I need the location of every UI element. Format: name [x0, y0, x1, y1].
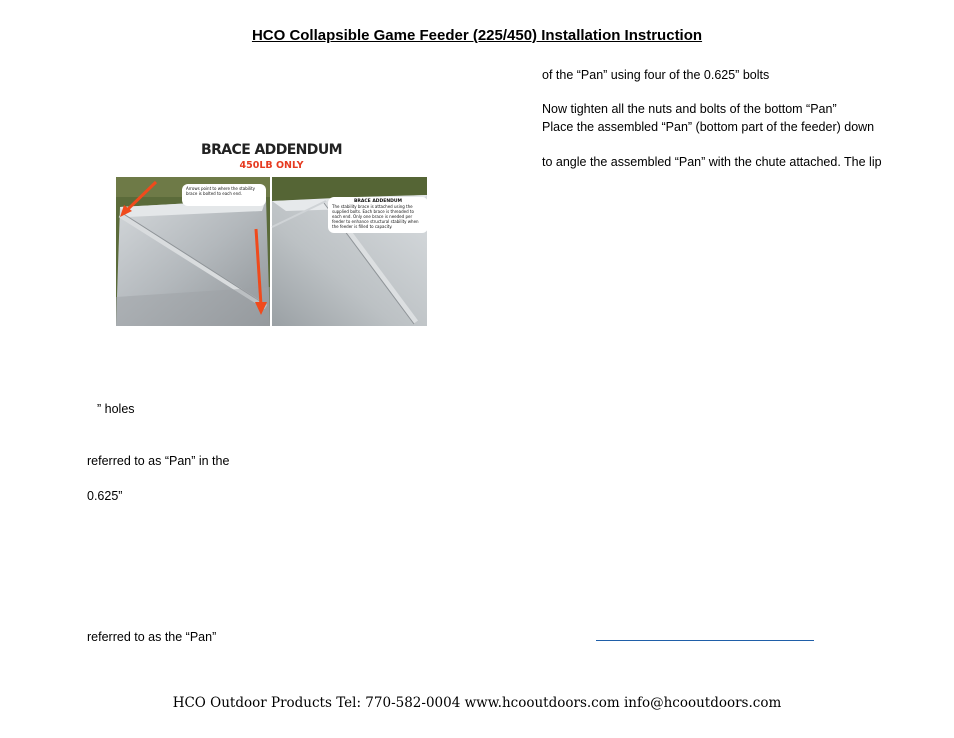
right-column-line-2: Now tighten all the nuts and bolts of the bottom “Pan” [542, 102, 837, 116]
left-column-line-1: ” holes [97, 402, 135, 416]
left-column-line-2: referred to as “Pan” in the [87, 454, 230, 468]
document-title: HCO Collapsible Game Feeder (225/450) Installation Instruction [251, 27, 703, 44]
figure-callout-left: Arrows point to where the stability brace is bolted to each end. [182, 184, 266, 206]
page-footer: HCO Outdoor Products Tel: 770-582-0004 www.hcooutdoors.com info@hcooutdoors.com [172, 695, 782, 711]
figure-callout-right [328, 197, 428, 233]
brace-addendum-figure [116, 140, 427, 326]
figure-callout-right-body: The stability brace is attached using the supplied bolts. Each brace is threaded to each end. Only one brace is needed per feeder to enhance structural stability when the feeder is filled to capacity. [332, 204, 419, 229]
left-column-line-4: referred to as the “Pan” [87, 630, 217, 644]
right-column-line-3: Place the assembled “Pan” (bottom part of the feeder) down [542, 120, 875, 134]
figure-heading: BRACE ADDENDUM [201, 142, 342, 158]
figure-subheading: 450LB ONLY [239, 160, 304, 171]
left-column-line-3: 0.625” [87, 489, 123, 503]
figure-callout-right-title: BRACE ADDENDUM [354, 199, 402, 204]
right-column-line-1: of the “Pan” using four of the 0.625” bolts [542, 68, 770, 82]
right-column-line-4: to angle the assembled “Pan” with the chute attached. The lip [542, 155, 882, 169]
feeder-pan-photos [116, 177, 427, 326]
hyperlink-underline[interactable] [596, 640, 814, 641]
